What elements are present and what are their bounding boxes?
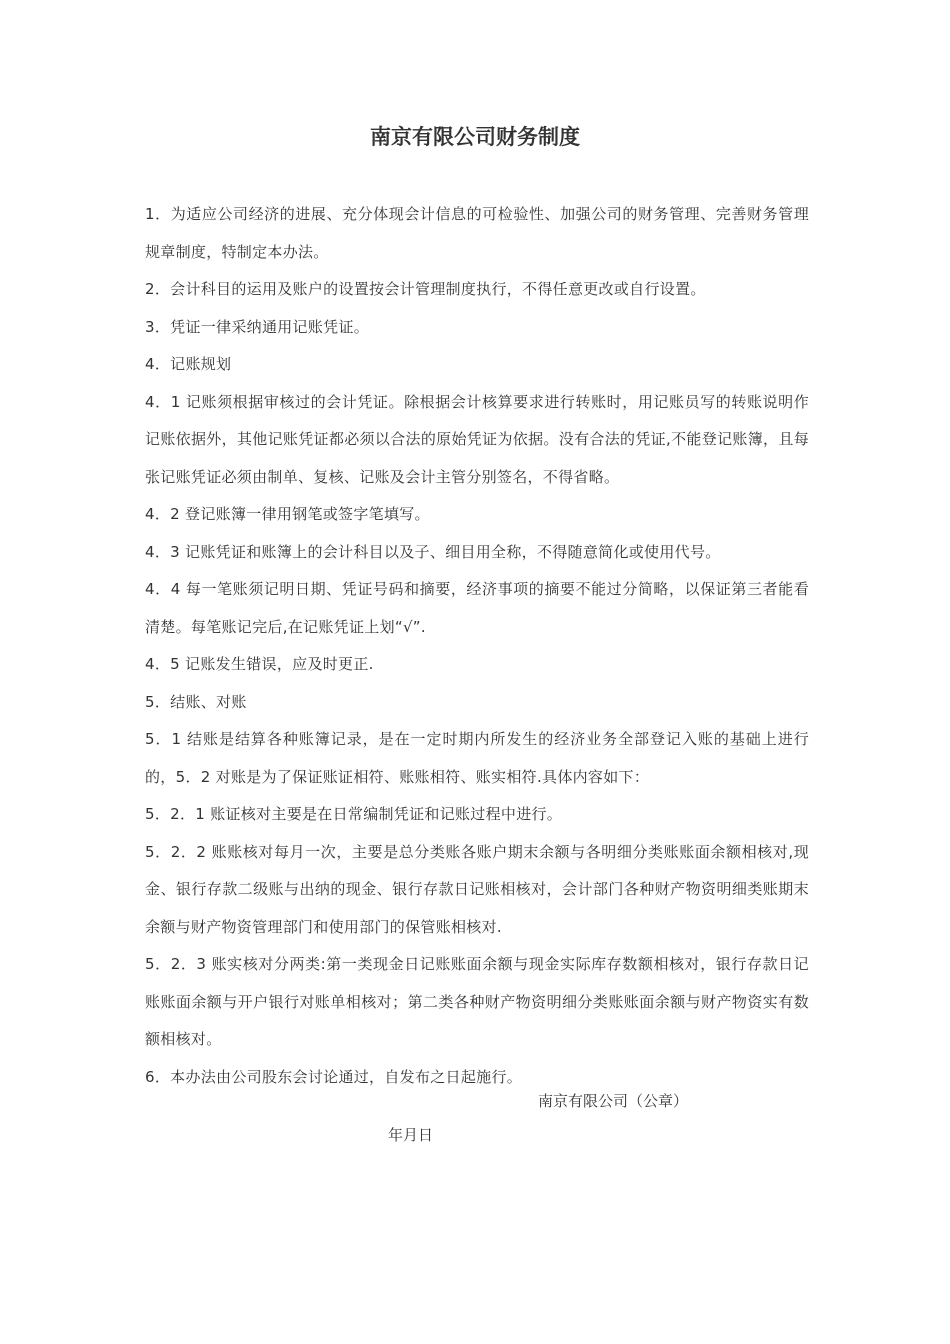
- paragraph-3: 3．凭证一律采纳通用记账凭证。: [145, 317, 370, 336]
- date-line: 年月日: [388, 1126, 434, 1144]
- paragraph-4-4: 4．4 每一笔账须记明日期、凭证号码和摘要，经济事项的摘要不能过分简略，以保证第三者能看清楚。每笔账记完后,在记账凭证上划“√”.: [145, 580, 809, 636]
- paragraph-2: 2．会计科目的运用及账户的设置按会计管理制度执行，不得任意更改或自行设置。: [145, 280, 706, 298]
- paragraph-4-5: 4．5 记账发生错误，应及时更正.: [145, 655, 374, 673]
- paragraph-5-2-3: 5．2．3 账实核对分两类:第一类现金日记账账面余额与现金实际库存数额相核对，银行存款日记账账面余额与开户银行对账单相核对；第二类各种财产物资明细分类账账面余额与财产物资实有数额相核对。: [145, 955, 809, 1048]
- document-body: [145, 196, 809, 1096]
- paragraph-4-2: 4．2 登记账簿一律用钢笔或签字笔填写。: [145, 505, 430, 523]
- signature-line: 南京有限公司（公章）: [538, 1092, 689, 1110]
- paragraph-4-3: 4．3 记账凭证和账簿上的会计科目以及子、细目用全称，不得随意简化或使用代号。: [145, 542, 721, 561]
- paragraph-5-1: 5．1 结账是结算各种账簿记录，是在一定时期内所发生的经济业务全部登记入账的基础上进行的，5．2 对账是为了保证账证相符、账账相符、账实相符.具体内容如下：: [145, 730, 809, 786]
- document-title: 南京有限公司财务制度: [370, 125, 580, 149]
- paragraph-5: 5．结账、对账: [145, 692, 247, 711]
- paragraph-4: 4．记账规划: [145, 355, 232, 373]
- paragraph-4-1: 4．1 记账须根据审核过的会计凭证。除根据会计核算要求进行转账时，用记账员写的转账说明作记账依据外，其他记账凭证都必须以合法的原始凭证为依据。没有合法的凭证,不能登记账簿，且每张记账凭证必须由制单、复核、记账及会计主管分别签名，不得省略。: [145, 392, 809, 486]
- paragraph-6: 6．本办法由公司股东会讨论通过，自发布之日起施行。: [145, 1067, 523, 1086]
- paragraph-5-2-1: 5．2．1 账证核对主要是在日常编制凭证和记账过程中进行。: [145, 805, 563, 823]
- paragraph-1: 1．为适应公司经济的进展、充分体现会计信息的可检验性、加强公司的财务管理、完善财务管理规章制度，特制定本办法。: [145, 205, 809, 261]
- paragraph-5-2-2: 5．2．2 账账核对每月一次，主要是总分类账各账户期末余额与各明细分类账账面余额相核对,现金、银行存款二级账与出纳的现金、银行存款日记账相核对，会计部门各种财产物资明细类账期末余额与财产物资管理部门和使用部门的保管账相核对.: [145, 842, 809, 936]
